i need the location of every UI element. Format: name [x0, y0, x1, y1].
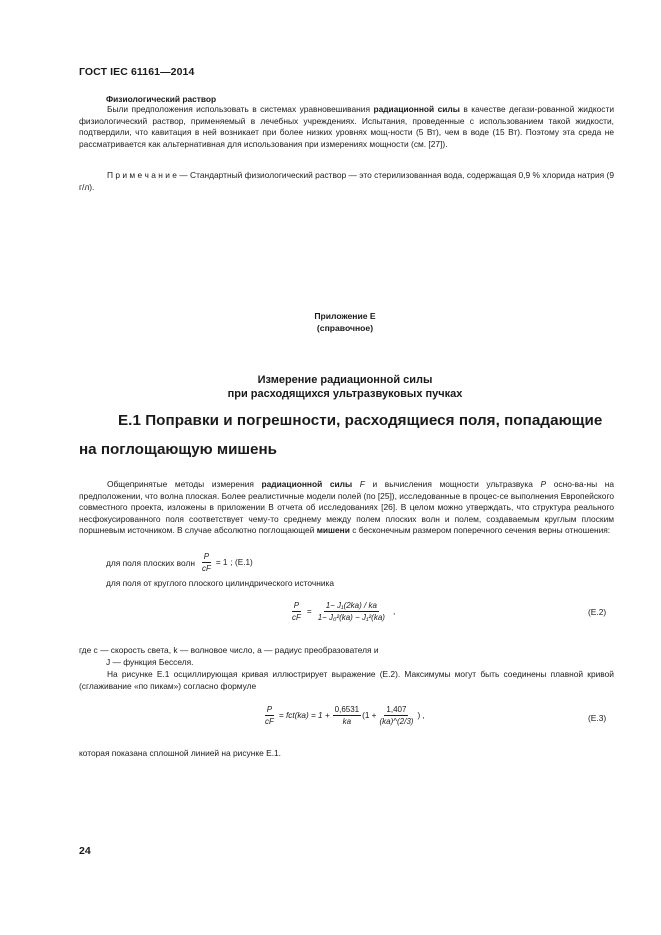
note-text: — Стандартный физиологический раствор — это стерилизованная вода, содержащая 0,9 % хлорида натрия (9 г/л). [79, 170, 614, 192]
methods-symbol-p: P [540, 479, 547, 489]
physio-p1: Были предположения использовать в системах уравновешивания [107, 104, 370, 114]
bessel-definition: J — функция Бесселя. [106, 657, 194, 667]
e1-rhs: = 1 [215, 558, 228, 567]
e3-lhs-denominator: cF [265, 717, 274, 726]
e2-lhs-fraction [290, 601, 303, 622]
methods-bold-radiation-force: радиационной силы [261, 479, 353, 489]
e3-inner-numerator: 1,407 [386, 705, 407, 714]
e1-denominator: cF [201, 564, 211, 573]
e3-coef-numerator: 0,6531 [334, 705, 360, 714]
physio-note [79, 170, 614, 193]
equation-e1-fraction [200, 552, 213, 573]
where-line: где c — скорость света, k — волновое число, a — радиус преобразователя и [79, 645, 379, 655]
methods-text-d: и вычисления мощности ультразвука [372, 479, 533, 489]
methods-text-f: осно-ва-ны на предположении, что волна плоская. Более реалистичные модели полей (по [25]), исследованные в процес-се выполнения Европейского совместного проекта, изложены в приложении В отчета об исследованиях [26]. В целом можно утверждать, что структура реального несфокусированного поля соответствует чему-то среднему между полем плоских волн и полем, создаваемым круглым плоским поршневым источником. В случае абсолютно поглощающей [79, 479, 614, 536]
e2-rhs-numerator: 1− J₁(2ka) / ka [325, 601, 377, 610]
methods-bold-target: мишени [316, 525, 350, 536]
e2-rhs-denominator: 1− J₀²(ka) − J₁²(ka) [317, 613, 385, 622]
appendix-heading [200, 311, 490, 334]
methods-text-a: Общепринятые методы измерения [107, 479, 254, 489]
equation-e3 [263, 705, 425, 726]
physio-heading: Физиологический раствор [106, 94, 217, 104]
equation-e2: $\frac{P}{cF}$ = $\frac{\text{1− J₁(2ka) / ka}}{\text{1− J₀²(ka) − J₁²(ka)}}$ , [292, 601, 396, 622]
e3-lhs-numerator: P [266, 705, 273, 714]
closing-line: которая показана сплошной линией на рисунке Е.1. [79, 748, 282, 758]
e2-lhs-denominator: cF [292, 613, 301, 622]
equation-e2-tag: (Е.2) [588, 607, 607, 617]
e2-lhs-numerator: P [293, 601, 300, 610]
e3-coef-denominator: ka [342, 717, 352, 726]
document-code-header: ГОСТ IEC 61161—2014 [79, 66, 195, 78]
e3-paren-open: (1 + [362, 711, 377, 720]
methods-paragraph [79, 479, 614, 537]
equation-e3-tag: (Е.3) [588, 713, 607, 723]
section-heading-line-1: Е.1 Поправки и погрешности, расходящиеся поля, попадающие [118, 412, 603, 429]
physio-paragraph [79, 104, 614, 150]
equation-e1-row [106, 552, 253, 573]
title-line-1: Измерение радиационной силы [257, 374, 433, 386]
circular-source-label: для поля от круглого плоского цилиндрического источника [106, 578, 335, 588]
title-line-2: при расходящихся ультразвуковых пучках [227, 387, 463, 400]
e3-inner-fraction [377, 705, 415, 726]
plane-wave-label: для поля плоских волн [106, 557, 195, 568]
section-heading-line-2: на поглощающую мишень [79, 441, 278, 458]
appendix-main-title [150, 374, 540, 401]
methods-symbol-f: F [359, 479, 365, 489]
methods-text-h: с бесконечным размером поперечного сечения верны отношения: [352, 525, 611, 536]
physio-p1-rest: в качестве дегази-рованной жидкости физиологический раствор, применяемый в лечебных учреждениях. Испытания, проведенные с использованием такой жидкости, подтвердили, что кавитация в ней возникает при более низких уровнях мощ-ности (5 Вт), чем в воде (15 Вт). Поэтому эта среда не рассматривается как альтернативная для использования при измерениях мощности (см. [27]). [79, 104, 614, 149]
physio-p1-bold: радиационной силы [373, 104, 460, 114]
e3-trailing: ) , [417, 711, 425, 720]
note-label: П р и м е ч а н и е [107, 170, 177, 180]
figure-paragraph: На рисунке Е.1 осциллирующая кривая иллюстрирует выражение (Е.2). Максимумы могут быть соединены плавной кривой (сглаживание «по пикам») согласно формуле [79, 669, 614, 691]
e3-middle: = fct(ka) = 1 + [278, 711, 330, 720]
e3-coef-fraction [333, 705, 361, 726]
e1-numerator: P [203, 552, 210, 561]
appendix-kind: (справочное) [316, 322, 374, 333]
e2-trailing: , [392, 607, 396, 616]
e3-lhs-fraction [263, 705, 276, 726]
appendix-title: Приложение Е [314, 311, 376, 321]
e2-rhs-fraction [316, 601, 387, 622]
page-number: 24 [79, 845, 91, 857]
e1-tag: ; (Е.1) [230, 558, 253, 567]
e3-inner-denominator: (ka)^(2/3) [379, 717, 414, 726]
